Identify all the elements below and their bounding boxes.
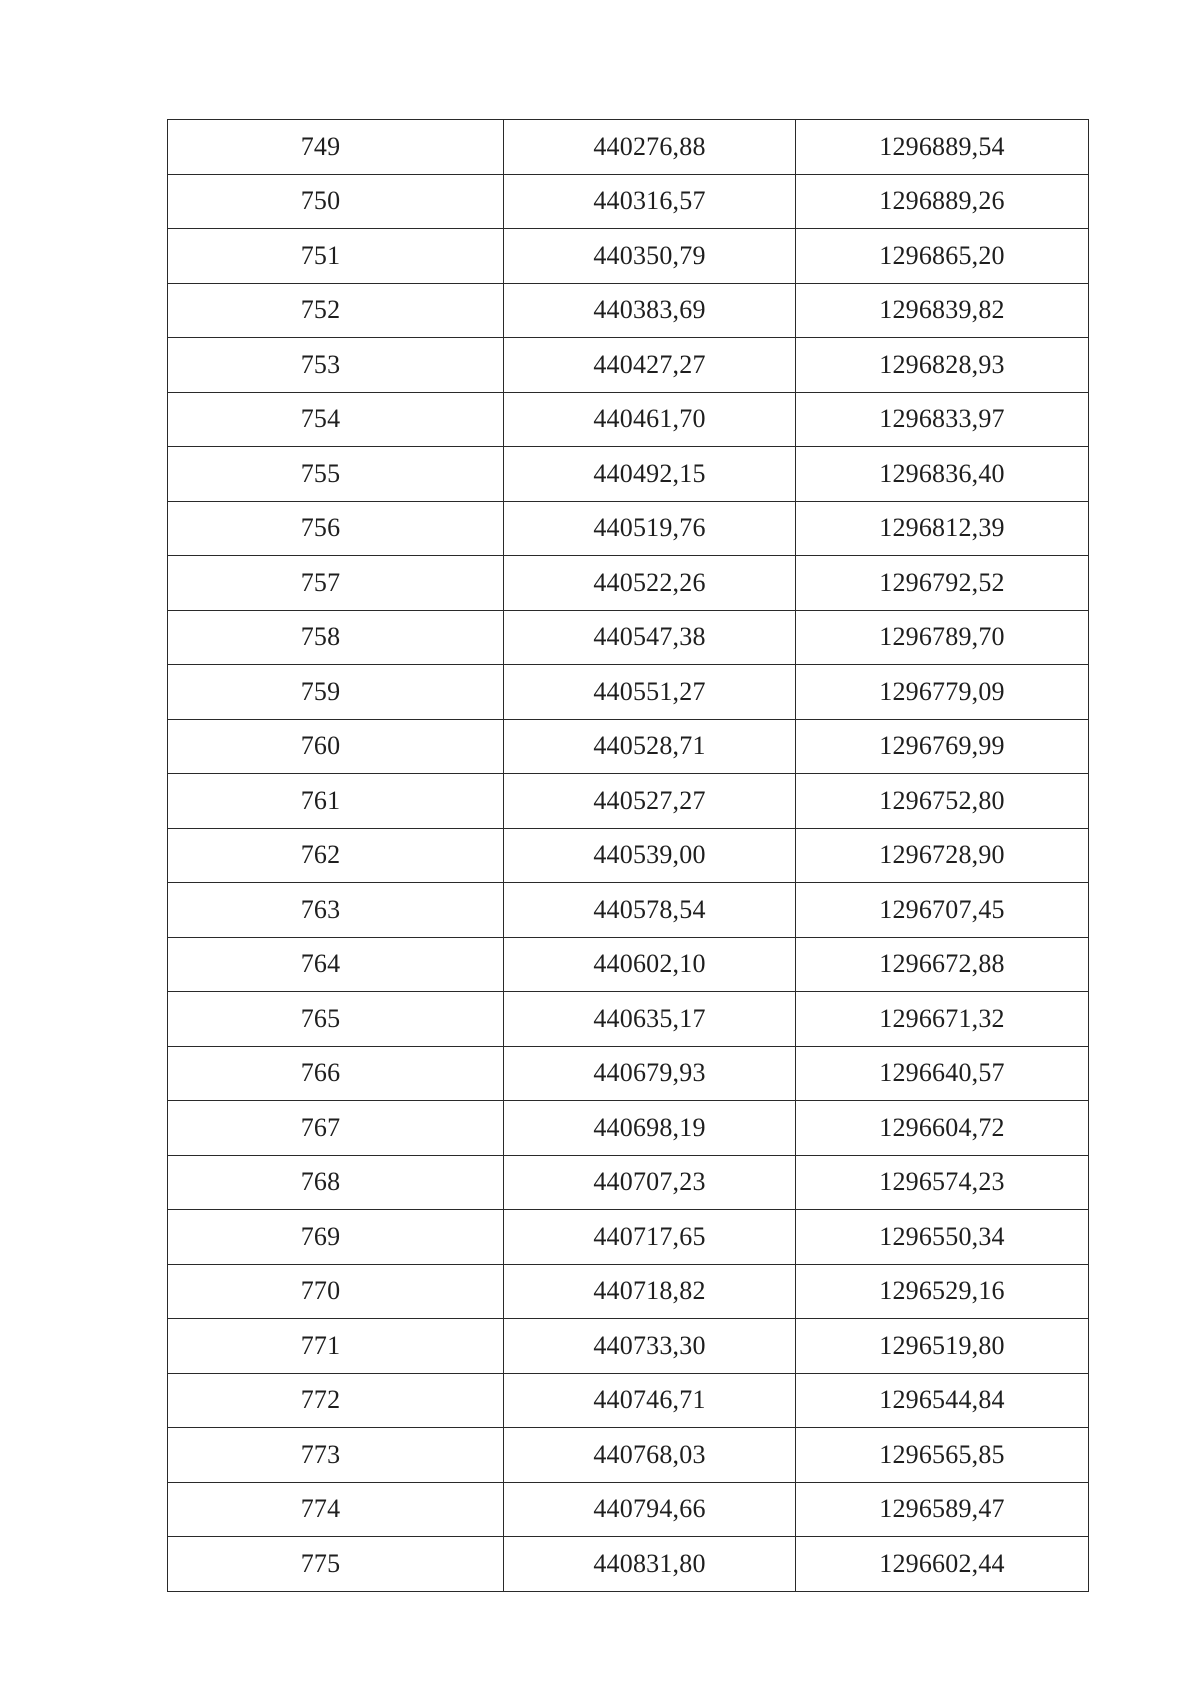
x-coordinate-cell: 440707,23 [504,1155,796,1210]
point-number-cell: 764 [168,937,504,992]
y-coordinate-cell: 1296589,47 [796,1482,1089,1537]
y-coordinate-cell: 1296828,93 [796,338,1089,393]
table-row [168,610,1089,665]
x-coordinate-cell: 440746,71 [504,1373,796,1428]
point-number-cell: 760 [168,719,504,774]
point-number-cell: 765 [168,992,504,1047]
point-number-cell: 769 [168,1210,504,1265]
table-row [168,1319,1089,1374]
y-coordinate-cell: 1296865,20 [796,229,1089,284]
point-number-cell: 759 [168,665,504,720]
y-coordinate-cell: 1296789,70 [796,610,1089,665]
y-coordinate-cell: 1296602,44 [796,1537,1089,1592]
point-number-cell: 749 [168,120,504,175]
coordinates-table-body [168,120,1089,1592]
x-coordinate-cell: 440276,88 [504,120,796,175]
x-coordinate-cell: 440528,71 [504,719,796,774]
x-coordinate-cell: 440522,26 [504,556,796,611]
y-coordinate-cell: 1296640,57 [796,1046,1089,1101]
point-number-cell: 758 [168,610,504,665]
x-coordinate-cell: 440733,30 [504,1319,796,1374]
table-row [168,992,1089,1047]
table-row [168,283,1089,338]
point-number-cell: 773 [168,1428,504,1483]
table-row [168,1373,1089,1428]
table-row [168,937,1089,992]
point-number-cell: 766 [168,1046,504,1101]
table-row [168,447,1089,502]
point-number-cell: 752 [168,283,504,338]
y-coordinate-cell: 1296836,40 [796,447,1089,502]
x-coordinate-cell: 440718,82 [504,1264,796,1319]
y-coordinate-cell: 1296889,54 [796,120,1089,175]
y-coordinate-cell: 1296519,80 [796,1319,1089,1374]
point-number-cell: 771 [168,1319,504,1374]
point-number-cell: 756 [168,501,504,556]
point-number-cell: 754 [168,392,504,447]
point-number-cell: 775 [168,1537,504,1592]
table-row [168,1264,1089,1319]
table-row [168,719,1089,774]
point-number-cell: 761 [168,774,504,829]
table-row [168,392,1089,447]
table-row [168,338,1089,393]
point-number-cell: 750 [168,174,504,229]
x-coordinate-cell: 440551,27 [504,665,796,720]
point-number-cell: 767 [168,1101,504,1156]
x-coordinate-cell: 440794,66 [504,1482,796,1537]
y-coordinate-cell: 1296671,32 [796,992,1089,1047]
point-number-cell: 770 [168,1264,504,1319]
x-coordinate-cell: 440679,93 [504,1046,796,1101]
y-coordinate-cell: 1296833,97 [796,392,1089,447]
point-number-cell: 772 [168,1373,504,1428]
table-row [168,229,1089,284]
y-coordinate-cell: 1296672,88 [796,937,1089,992]
y-coordinate-cell: 1296752,80 [796,774,1089,829]
table-row [168,665,1089,720]
x-coordinate-cell: 440316,57 [504,174,796,229]
table-row [168,1210,1089,1265]
table-row [168,828,1089,883]
x-coordinate-cell: 440717,65 [504,1210,796,1265]
coordinates-table [167,119,1089,1592]
point-number-cell: 751 [168,229,504,284]
y-coordinate-cell: 1296574,23 [796,1155,1089,1210]
table-row [168,1482,1089,1537]
point-number-cell: 753 [168,338,504,393]
y-coordinate-cell: 1296544,84 [796,1373,1089,1428]
x-coordinate-cell: 440635,17 [504,992,796,1047]
y-coordinate-cell: 1296792,52 [796,556,1089,611]
table-row [168,774,1089,829]
table-row [168,1046,1089,1101]
x-coordinate-cell: 440602,10 [504,937,796,992]
y-coordinate-cell: 1296565,85 [796,1428,1089,1483]
table-row [168,883,1089,938]
y-coordinate-cell: 1296779,09 [796,665,1089,720]
y-coordinate-cell: 1296707,45 [796,883,1089,938]
table-row [168,556,1089,611]
y-coordinate-cell: 1296550,34 [796,1210,1089,1265]
x-coordinate-cell: 440527,27 [504,774,796,829]
point-number-cell: 763 [168,883,504,938]
x-coordinate-cell: 440350,79 [504,229,796,284]
point-number-cell: 757 [168,556,504,611]
x-coordinate-cell: 440768,03 [504,1428,796,1483]
table-row [168,501,1089,556]
y-coordinate-cell: 1296769,99 [796,719,1089,774]
x-coordinate-cell: 440461,70 [504,392,796,447]
point-number-cell: 755 [168,447,504,502]
x-coordinate-cell: 440547,38 [504,610,796,665]
x-coordinate-cell: 440831,80 [504,1537,796,1592]
y-coordinate-cell: 1296812,39 [796,501,1089,556]
x-coordinate-cell: 440492,15 [504,447,796,502]
x-coordinate-cell: 440427,27 [504,338,796,393]
x-coordinate-cell: 440539,00 [504,828,796,883]
table-row [168,1155,1089,1210]
table-row [168,1428,1089,1483]
x-coordinate-cell: 440383,69 [504,283,796,338]
y-coordinate-cell: 1296604,72 [796,1101,1089,1156]
point-number-cell: 774 [168,1482,504,1537]
table-row [168,174,1089,229]
x-coordinate-cell: 440578,54 [504,883,796,938]
point-number-cell: 768 [168,1155,504,1210]
y-coordinate-cell: 1296529,16 [796,1264,1089,1319]
y-coordinate-cell: 1296889,26 [796,174,1089,229]
table-row [168,120,1089,175]
x-coordinate-cell: 440698,19 [504,1101,796,1156]
point-number-cell: 762 [168,828,504,883]
table-row [168,1537,1089,1592]
y-coordinate-cell: 1296728,90 [796,828,1089,883]
y-coordinate-cell: 1296839,82 [796,283,1089,338]
x-coordinate-cell: 440519,76 [504,501,796,556]
table-row [168,1101,1089,1156]
